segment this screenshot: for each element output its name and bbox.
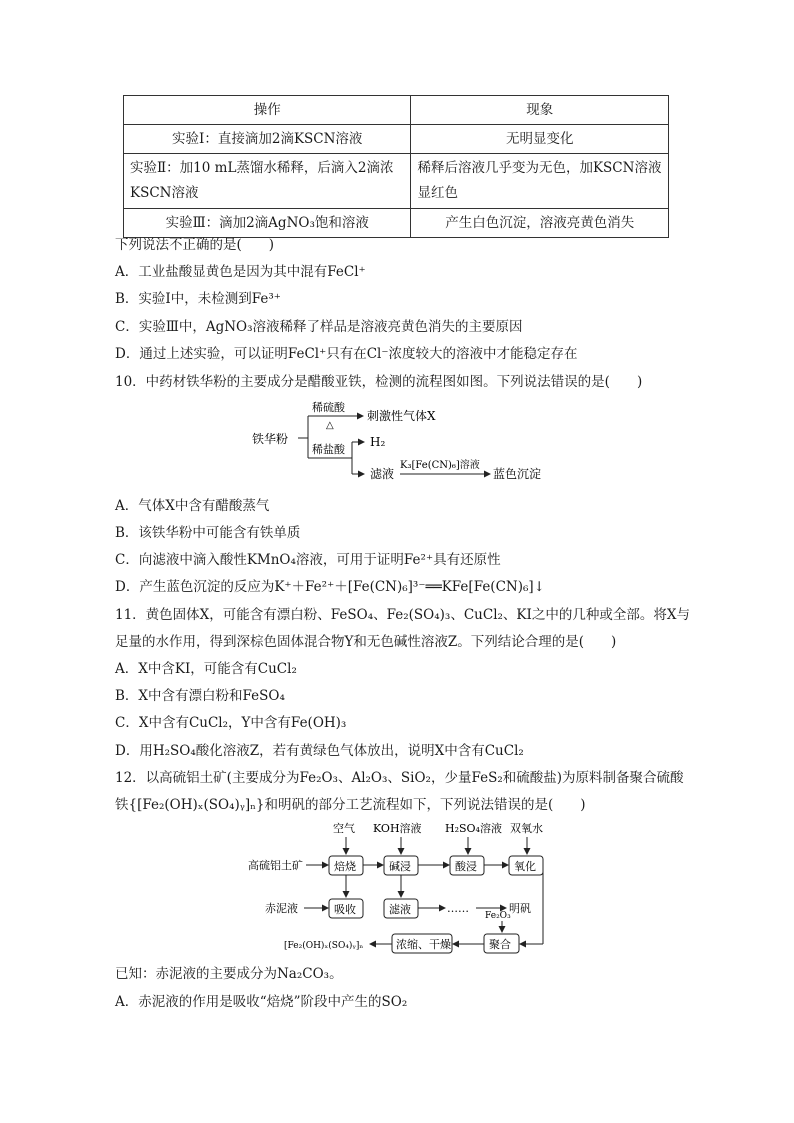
q10-stem: 10．中药材铁华粉的主要成分是醋酸亚铁，检测的流程图如图。下列说法错误的是( ) (115, 374, 643, 390)
q12-raw: 高硫铝土矿 (248, 859, 303, 872)
q9-option-b: B．实验Ⅰ中，未检测到Fe³⁺ (115, 291, 281, 307)
q11-stem-line1: 11．黄色固体X，可能含有漂白粉、FeSO₄、Fe₂(SO₄)₃、CuCl₂、KI之中的几种或全部。将X与 (115, 607, 690, 623)
table-row (124, 209, 669, 238)
q12-product: [Fe₂(OH)ₓ(SO₄)ᵧ]ₙ (284, 941, 364, 951)
q11-option-b: B．X中含有漂白粉和FeSO₄ (115, 688, 285, 704)
q10-reagent-filtrate: K₃[Fe(CN)₆]溶液 (400, 460, 480, 471)
q12-concentrate: 浓缩、干燥 (396, 938, 451, 951)
table-cell-line: 实验Ⅱ：加10 mL蒸馏水稀释，后滴入2滴浓 (130, 160, 394, 176)
q10-option-b: B．该铁华粉中可能含有铁单质 (115, 525, 301, 541)
q10-flow-diagram (240, 398, 560, 486)
q10-option-d: D．产生蓝色沉淀的反应为K⁺＋Fe²⁺＋[Fe(CN)₆]³⁻══KFe[Fe(CN)₆]↓ (115, 579, 545, 595)
q12-oxidize: 氧化 (514, 860, 536, 873)
q9-option-a: A．工业盐酸显黄色是因为其中混有FeCl⁺ (115, 264, 366, 280)
q12-flow-diagram (240, 818, 560, 958)
table-cell-phenomenon: 无明显变化 (411, 125, 669, 154)
q12-absorb: 吸收 (334, 903, 356, 916)
q9-option-c: C．实验Ⅲ中，AgNO₃溶液稀释了样品是溶液亮黄色消失的主要原因 (115, 319, 523, 335)
table-cell-operation (124, 154, 411, 209)
q12-fe2o3: Fe₂O₃ (485, 911, 511, 921)
q12-known: 已知：赤泥液的主要成分为Na₂CO₃。 (115, 966, 343, 982)
q12-alkali-leach: 碱浸 (389, 860, 411, 873)
q12-reagent-h2so4: H₂SO₄溶液 (445, 822, 502, 835)
q10-reagent-bottom: 稀盐酸 (312, 443, 345, 456)
q12-acid-leach: 酸浸 (455, 860, 477, 873)
table-row (124, 125, 669, 154)
q11-stem-line2: 足量的水作用，得到深棕色固体混合物Y和无色碱性溶液Z。下列结论合理的是( ) (115, 634, 617, 650)
q12-red-mud-input: 赤泥液 (265, 902, 298, 915)
q10-option-c: C．向滤液中滴入酸性KMnO₄溶液，可用于证明Fe²⁺具有还原性 (115, 552, 501, 568)
q12-stem-line2: 铁{[Fe₂(OH)ₓ(SO₄)ᵧ]ₙ}和明矾的部分工艺流程如下，下列说法错误的是( ) (115, 797, 586, 813)
q10-reagent-top: 稀硫酸 (312, 401, 345, 414)
q11-option-a: A．X中含KI，可能含有CuCl₂ (115, 661, 297, 677)
q10-gas: H₂ (370, 435, 386, 449)
q10-condition-top: △ (326, 420, 334, 431)
q12-alum: 明矾 (509, 902, 531, 915)
table-header-row (124, 96, 669, 125)
q10-precipitate: 蓝色沉淀 (493, 467, 542, 481)
table-header-operation: 操作 (124, 96, 411, 125)
q12-reagent-h2o2: 双氧水 (510, 822, 543, 835)
q12-polymerize: 聚合 (489, 938, 511, 951)
table-header-phenomenon: 现象 (411, 96, 669, 125)
q12-ellipsis: …… (447, 902, 469, 915)
table-row (124, 154, 669, 209)
table-cell-line: 稀释后溶液几乎变为无色，加KSCN溶液 (417, 160, 662, 176)
table-cell-phenomenon: 产生白色沉淀，溶液亮黄色消失 (411, 209, 669, 238)
table-cell-operation: 实验Ⅲ：滴加2滴AgNO₃饱和溶液 (124, 209, 411, 238)
q10-source: 铁华粉 (252, 432, 289, 446)
q11-option-c: C．X中含有CuCl₂，Y中含有Fe(OH)₃ (115, 715, 347, 731)
table-cell-operation: 实验Ⅰ：直接滴加2滴KSCN溶液 (124, 125, 411, 154)
q12-reagent-koh: KOH溶液 (373, 822, 422, 835)
table-cell-phenomenon (411, 154, 669, 209)
q9-option-d: D．通过上述实验，可以证明FeCl⁺只有在Cl⁻浓度较大的溶液中才能稳定存在 (115, 346, 578, 362)
q10-option-a: A．气体X中含有醋酸蒸气 (115, 498, 270, 514)
q12-filtrate: 滤液 (389, 903, 411, 916)
q9-stem: 下列说法不正确的是( ) (115, 237, 275, 253)
q12-option-a: A．赤泥液的作用是吸收“焙烧”阶段中产生的SO₂ (115, 994, 408, 1010)
q12-roast: 焙烧 (334, 860, 356, 873)
q12-stem-line1: 12．以高硫铝土矿(主要成分为Fe₂O₃、Al₂O₃、SiO₂，少量FeS₂和硫酸盐)为原料制备聚合硫酸 (115, 770, 684, 786)
q12-reagent-air: 空气 (333, 822, 355, 835)
q10-filtrate: 滤液 (370, 467, 395, 481)
q10-product-top: 刺激性气体X (367, 409, 436, 423)
table-cell-line: 显红色 (417, 185, 458, 201)
table-cell-line: KSCN溶液 (130, 185, 199, 201)
experiment-table (123, 95, 669, 238)
q11-option-d: D．用H₂SO₄酸化溶液Z，若有黄绿色气体放出，说明X中含有CuCl₂ (115, 743, 524, 759)
